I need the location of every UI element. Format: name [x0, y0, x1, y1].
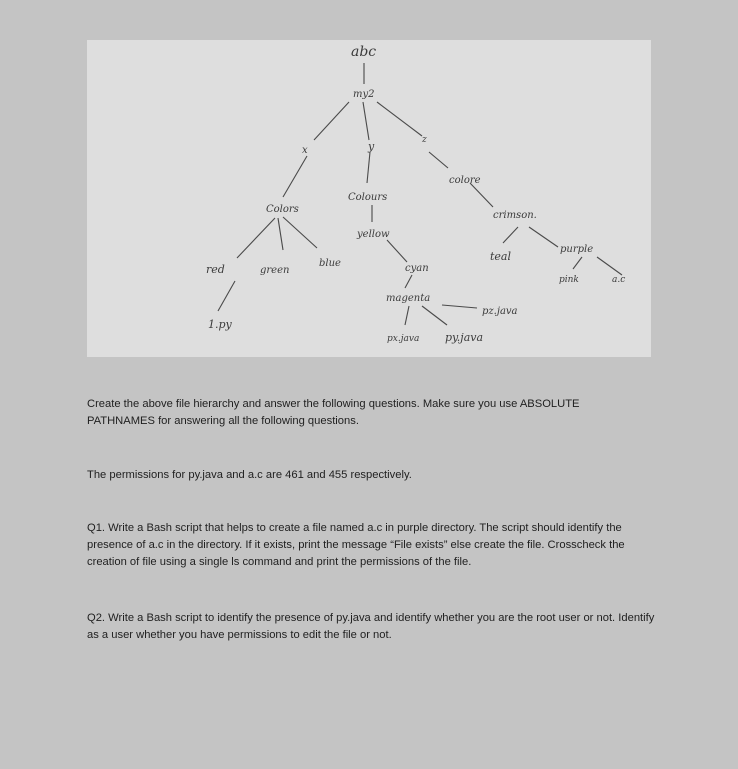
edge-my2-y — [363, 102, 369, 140]
node-ac: a.c — [612, 275, 626, 285]
edge-crimson-purple — [529, 227, 558, 247]
edge-crimson-teal — [503, 227, 518, 243]
node-purple: purple — [560, 244, 594, 255]
node-green: green — [260, 265, 290, 276]
node-blue: blue — [319, 258, 341, 269]
edge-magenta-pxjava — [405, 306, 409, 325]
node-colore: colore — [449, 175, 481, 186]
node-pzjava: pz.java — [482, 306, 518, 317]
node-abc: abc — [351, 44, 377, 60]
node-teal: teal — [490, 250, 512, 263]
node-my2: my2 — [353, 89, 375, 100]
instructions-paragraph: Create the above file hierarchy and answer the following questions. Make sure you use ABSOLUTE PATHNAMES for answering all the following questions. — [87, 398, 580, 427]
edge-purple-pink — [573, 257, 582, 269]
edge-x-colors — [283, 156, 307, 197]
node-pxjava: px.java — [387, 334, 420, 344]
node-colours: Colours — [348, 192, 388, 203]
node-yellow: yellow — [357, 229, 390, 240]
node-x: x — [302, 145, 308, 156]
edge-colors-blue — [283, 217, 317, 248]
edge-my2-x — [314, 102, 349, 140]
question-2: Q2. Write a Bash script to identify the presence of py.java and identify whether you are the root user or not. Identify as a user whether you have permissions to edit the file or not. — [87, 612, 655, 641]
edge-colors-green — [278, 218, 283, 250]
edge-magenta-pyjava — [422, 306, 447, 325]
node-1py: 1.py — [208, 318, 232, 331]
node-y: y — [368, 140, 375, 153]
node-red: red — [206, 263, 225, 276]
edge-y-colours — [367, 152, 370, 183]
node-pyjava: py.java — [445, 331, 484, 344]
edge-yellow-cyan — [387, 240, 407, 262]
edge-colors-red — [237, 218, 275, 258]
node-z: z — [422, 135, 427, 145]
tree-diagram — [87, 40, 651, 357]
node-pink: pink — [559, 275, 579, 285]
edge-purple-ac — [597, 257, 622, 275]
node-magenta: magenta — [386, 293, 431, 304]
question-1: Q1. Write a Bash script that helps to create a file named a.c in purple directory. The script should identify the presence of a.c in the directory. If it exists, print the message “File exists” else create the file. Crosscheck the creation of file using a single ls command and print the permissions of the file. — [87, 522, 625, 568]
edge-magenta-pzjava — [442, 305, 477, 308]
file-hierarchy-sketch — [87, 40, 651, 357]
permissions-note: The permissions for py.java and a.c are 461 and 455 respectively. — [87, 469, 412, 481]
node-crimson: crimson. — [493, 210, 537, 221]
node-cyan: cyan — [405, 263, 429, 274]
edge-cyan-magenta — [405, 275, 412, 288]
edge-my2-z — [377, 102, 422, 136]
edge-colore-crimson — [470, 183, 493, 207]
edge-z-colore — [429, 152, 448, 168]
edge-red-1py — [218, 281, 235, 311]
node-colors: Colors — [266, 204, 299, 215]
